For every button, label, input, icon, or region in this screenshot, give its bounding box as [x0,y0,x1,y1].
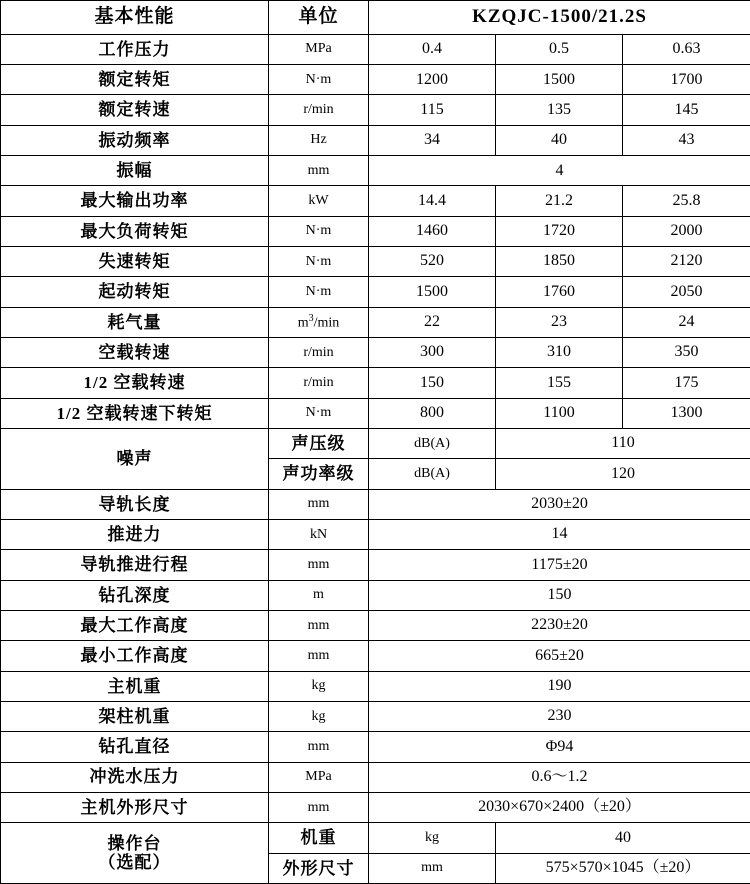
row-label: 最大输出功率 [1,186,269,216]
row-unit: m [269,580,369,610]
row-value-1: 1460 [369,216,496,246]
row-label: 最小工作高度 [1,641,269,671]
row-value-span: 665±20 [369,641,750,671]
table-row [1,610,750,640]
row-value-3: 25.8 [623,186,750,216]
row-value-3: 1700 [623,65,750,95]
row-value-span: 190 [369,671,750,701]
row-label: 钻孔直径 [1,732,269,762]
row-label: 导轨长度 [1,489,269,519]
row-value-3: 1300 [623,398,750,428]
row-unit: mm [269,792,369,822]
noise-sub-label: 声压级 [269,428,369,458]
table-row [1,641,750,671]
row-value-2: 1850 [496,247,623,277]
row-value-3: 175 [623,368,750,398]
noise-group-label: 噪声 [1,428,269,489]
table-row [1,65,750,95]
table-row [1,95,750,125]
row-unit: mm [269,732,369,762]
table-header-row [1,1,750,35]
row-value-span: 575×570×1045（±20） [496,853,750,883]
row-value-3: 43 [623,125,750,155]
row-value-3: 2000 [623,216,750,246]
row-unit: dB(A) [369,428,496,458]
row-label: 振幅 [1,156,269,186]
row-value-span: 2030×670×2400（±20） [369,792,750,822]
row-unit: Hz [269,125,369,155]
row-value-span: 1175±20 [369,550,750,580]
row-value-span: 2230±20 [369,610,750,640]
row-value-1: 520 [369,247,496,277]
row-value-1: 300 [369,338,496,368]
row-unit: N·m [269,277,369,307]
row-value-3: 0.63 [623,34,750,64]
row-value-1: 1200 [369,65,496,95]
row-label: 额定转矩 [1,65,269,95]
row-label: 失速转矩 [1,247,269,277]
row-unit: kW [269,186,369,216]
table-row-console-1 [1,823,750,853]
header-model: KZQJC-1500/21.2S [369,1,750,35]
row-value-2: 0.5 [496,34,623,64]
row-value-2: 23 [496,307,623,337]
row-unit: dB(A) [369,459,496,489]
row-unit: mm [269,610,369,640]
console-label-line2: （选配） [98,853,171,873]
header-unit: 单位 [269,1,369,35]
row-label: 冲洗水压力 [1,762,269,792]
table-row [1,519,750,549]
row-label: 最大工作高度 [1,610,269,640]
row-value-2: 1100 [496,398,623,428]
row-value-span: 40 [496,823,750,853]
row-unit: mm [269,489,369,519]
row-label: 主机重 [1,671,269,701]
row-value-span: 2030±20 [369,489,750,519]
table-row [1,186,750,216]
row-value-1: 34 [369,125,496,155]
row-unit: mm [269,550,369,580]
row-label: 最大负荷转矩 [1,216,269,246]
row-value-span: 14 [369,519,750,549]
header-basic-performance: 基本性能 [1,1,269,35]
noise-sub-label: 声功率级 [269,459,369,489]
row-unit: kg [269,671,369,701]
row-unit: N·m [269,65,369,95]
table-row [1,156,750,186]
row-unit: MPa [269,34,369,64]
row-label: 耗气量 [1,307,269,337]
row-label: 架柱机重 [1,701,269,731]
row-label: 钻孔深度 [1,580,269,610]
row-label: 主机外形尺寸 [1,792,269,822]
row-label: 工作压力 [1,34,269,64]
row-label: 1/2 空载转速 [1,368,269,398]
row-value-1: 0.4 [369,34,496,64]
row-label: 推进力 [1,519,269,549]
console-label-line1: 操作台 [107,833,162,853]
row-unit: mm [269,641,369,671]
row-value-3: 2050 [623,277,750,307]
row-value-2: 135 [496,95,623,125]
table-row [1,732,750,762]
row-value-span: 110 [496,428,750,458]
table-row [1,792,750,822]
table-row [1,277,750,307]
table-row [1,550,750,580]
row-value-2: 1500 [496,65,623,95]
row-value-3: 145 [623,95,750,125]
row-value-3: 2120 [623,247,750,277]
console-group-label [1,823,269,884]
row-value-1: 1500 [369,277,496,307]
row-value-2: 155 [496,368,623,398]
table-row [1,398,750,428]
row-value-span: 0.6～1.2 [369,762,750,792]
row-unit: mm [269,156,369,186]
row-label: 空载转速 [1,338,269,368]
row-value-3: 350 [623,338,750,368]
row-label: 1/2 空载转速下转矩 [1,398,269,428]
row-value-3: 24 [623,307,750,337]
table-row [1,125,750,155]
row-label: 振动频率 [1,125,269,155]
row-unit: N·m [269,216,369,246]
table-row [1,307,750,337]
row-value-2: 1760 [496,277,623,307]
row-unit: r/min [269,368,369,398]
row-value-span: 230 [369,701,750,731]
row-value-span: 120 [496,459,750,489]
table-row-noise-1 [1,428,750,458]
console-sub-label: 机重 [269,823,369,853]
row-value-2: 1720 [496,216,623,246]
row-unit: N·m [269,398,369,428]
row-unit: mm [369,853,496,883]
row-unit: $m^3/\min$ [269,307,369,337]
row-label: 额定转速 [1,95,269,125]
row-value-span: Φ94 [369,732,750,762]
row-unit: MPa [269,762,369,792]
table-row [1,216,750,246]
row-value-1: 14.4 [369,186,496,216]
row-value-1: 22 [369,307,496,337]
console-sub-label: 外形尺寸 [269,853,369,883]
table-row [1,671,750,701]
table-row [1,338,750,368]
table-row [1,247,750,277]
table-row [1,34,750,64]
row-unit: r/min [269,95,369,125]
table-row [1,580,750,610]
table-row [1,762,750,792]
row-unit: kg [369,823,496,853]
row-value-2: 21.2 [496,186,623,216]
row-value-2: 310 [496,338,623,368]
table-row [1,489,750,519]
row-unit: kN [269,519,369,549]
row-value-1: 150 [369,368,496,398]
row-unit: r/min [269,338,369,368]
row-unit: N·m [269,247,369,277]
row-value-1: 800 [369,398,496,428]
row-value-span: 150 [369,580,750,610]
row-value-span: 4 [369,156,750,186]
table-row [1,701,750,731]
row-unit: kg [269,701,369,731]
row-label: 起动转矩 [1,277,269,307]
table-row [1,368,750,398]
row-label: 导轨推进行程 [1,550,269,580]
row-value-1: 115 [369,95,496,125]
row-value-2: 40 [496,125,623,155]
